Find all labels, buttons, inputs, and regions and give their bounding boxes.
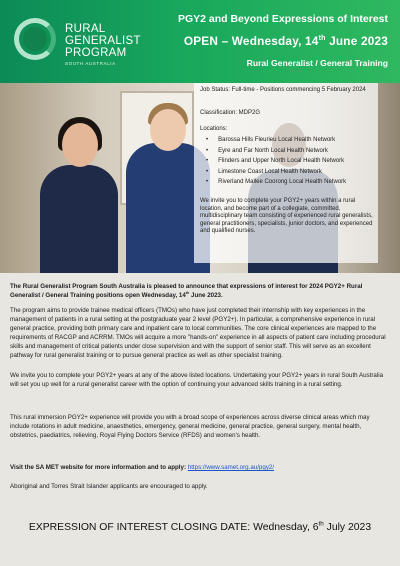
logo-text — [65, 23, 141, 59]
logo-line-2: GENERALIST — [65, 35, 141, 47]
rural-generalist-program-logo — [14, 14, 174, 68]
closing-date: EXPRESSION OF INTEREST CLOSING DATE: Wednesday, 6th July 2023 — [28, 520, 372, 533]
program-aims-paragraph: The program aims to provide trainee medical officers (TMOs) who have just completed their internship with key experiences in the management of patients in a rural setting at the postgraduate year 2 level (PGY2+). In particular, a comprehensive experience in rural general practice, providing both primary care and inpatient care to local communities. The core clinical experiences are mapped to the requirements of RACGP and ACRRM. TMOs will acquire a more "hands-on" experience in all aspects of patient care including procedural skills and management of critical patients under close supervision and with the support of senior staff. This will serve as an excellent pathway for rural generalist training or to pursue general practice as well as other specialist training. — [10, 307, 386, 359]
location-item: • Flinders and Upper North Local Health Network — [206, 156, 346, 167]
location-item: • Riverland Mallee Coorong Local Health Network — [206, 177, 346, 188]
header-title: PGY2 and Beyond Expressions of Interest — [177, 13, 388, 25]
samet-website-link[interactable]: https://www.samet.org.au/pgy2/ — [187, 464, 275, 471]
header-banner — [0, 0, 400, 83]
location-item: • Limestone Coast Local Health Network — [206, 167, 346, 178]
invite-paragraph: We invite you to complete your PGY2+ years at any of the above listed locations. Undertaking your PGY2+ years in rural South Australia will set you up well for a rural generalist career with the option of continuing your advanced skills training in a rural setting. — [10, 372, 384, 388]
logo-subtitle: SOUTH AUSTRALIA — [65, 61, 116, 66]
logo-line-1: RURAL — [65, 23, 106, 35]
job-status: Job Status: Full-time - Positions commencing 5 February 2024 — [200, 87, 366, 93]
logo-center-icon — [23, 27, 47, 51]
doctor-figure-1 — [40, 165, 118, 273]
location-item: • Barossa Hills Fleurieu Local Health Network — [206, 135, 346, 146]
visit-website-line: Visit the SA MET website for more information and to apply: https://www.samet.org.au/pgy2/ — [10, 464, 275, 471]
doctor-head-1 — [62, 123, 98, 167]
doctor-head-2 — [150, 109, 186, 151]
logo-line-3: PROGRAM — [65, 47, 127, 59]
locations-label: Locations: — [200, 126, 228, 132]
aboriginal-applicants-note: Aboriginal and Torres Strait Islander applicants are encouraged to apply. — [10, 483, 208, 490]
experience-paragraph: This rural immersion PGY2+ experience will provide you with a broad scope of experiences across diverse clinical areas which may include rotations in adult medicine, anaesthetics, emergency, general medicine, general practice, general surgery, mental health, obstetrics, paediatrics, relieving, Royal Flying Doctors Service (RFDS) and women's health. — [10, 414, 370, 439]
classification: Classification: MDP2G — [200, 110, 261, 116]
location-item: • Eyre and Far North Local Health Network — [206, 146, 346, 157]
intro-paragraph: The Rural Generalist Program South Australia is pleased to announce that expressions of interest for 2024 PGY2+ Rural Generalist / General Training positions open Wednesday, 14th June 2023. — [10, 283, 363, 299]
header-subtitle: Rural Generalist / General Training — [246, 58, 388, 68]
header-open-date: OPEN – Wednesday, 14th June 2023 — [183, 34, 388, 48]
locations-list — [206, 135, 346, 188]
invite-text: We invite you to complete your PGY2+ years within a rural location, and become part of a collegiate, committed, multidisciplinary team consisting of experienced rural generalists, general practitioners, specialists, junior doctors, and experienced and qualified nurses. — [200, 198, 373, 235]
